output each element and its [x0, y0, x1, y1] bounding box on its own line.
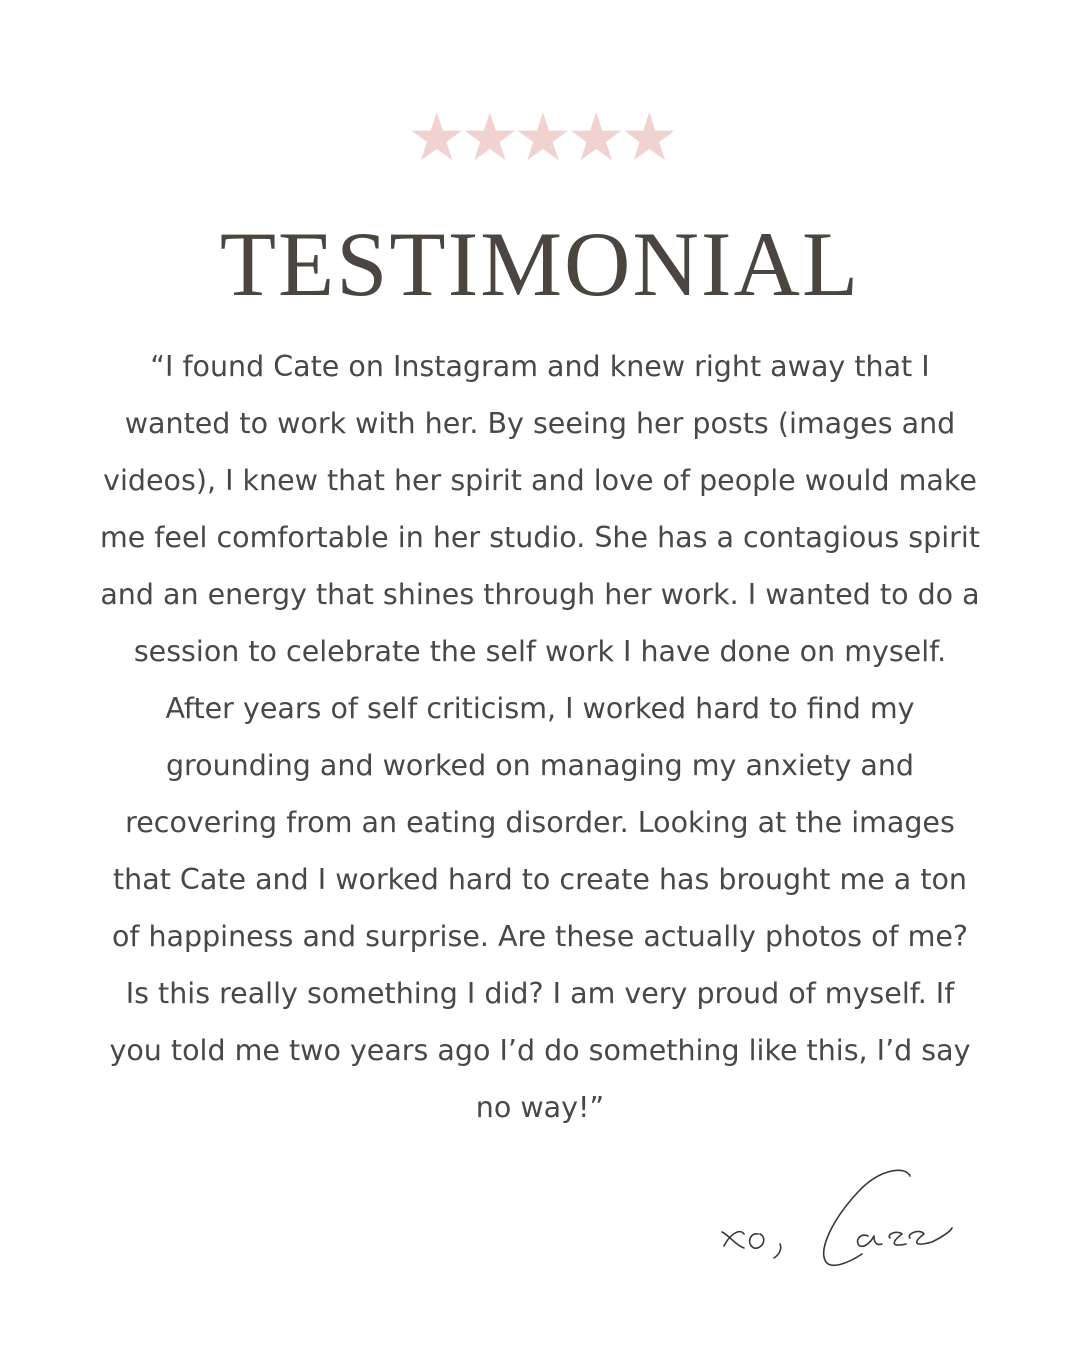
signature-xo-cass: [710, 1158, 960, 1278]
star-icon: ★: [460, 99, 514, 176]
star-icon: ★: [619, 99, 673, 176]
star-icon: ★: [407, 99, 461, 176]
star-icon: ★: [566, 99, 620, 176]
page-title: TESTIMONIAL: [219, 213, 861, 315]
testimonial-quote: “I found Cate on Instagram and knew right away that I wanted to work with her. By seeing her posts (images and videos), I knew that her spirit and love of people would make me feel comfortable in her studio. She has a contagious spirit and an energy that shines through her work. I wanted to do a session to celebrate the self work I have done on myself. After years of self criticism, I worked hard to find my grounding and worked on managing my anxiety and recovering from an eating disorder. Looking at the images that Cate and I worked hard to create has brought me a ton of happiness and surprise. Are these actually photos of me? Is this really something I did? I am very proud of myself. If you told me two years ago I’d do something like this, I’d say no way!”: [100, 350, 980, 1124]
star-icon: ★: [513, 99, 567, 176]
star-rating: [0, 99, 1080, 176]
signature-ink: [722, 1170, 952, 1265]
